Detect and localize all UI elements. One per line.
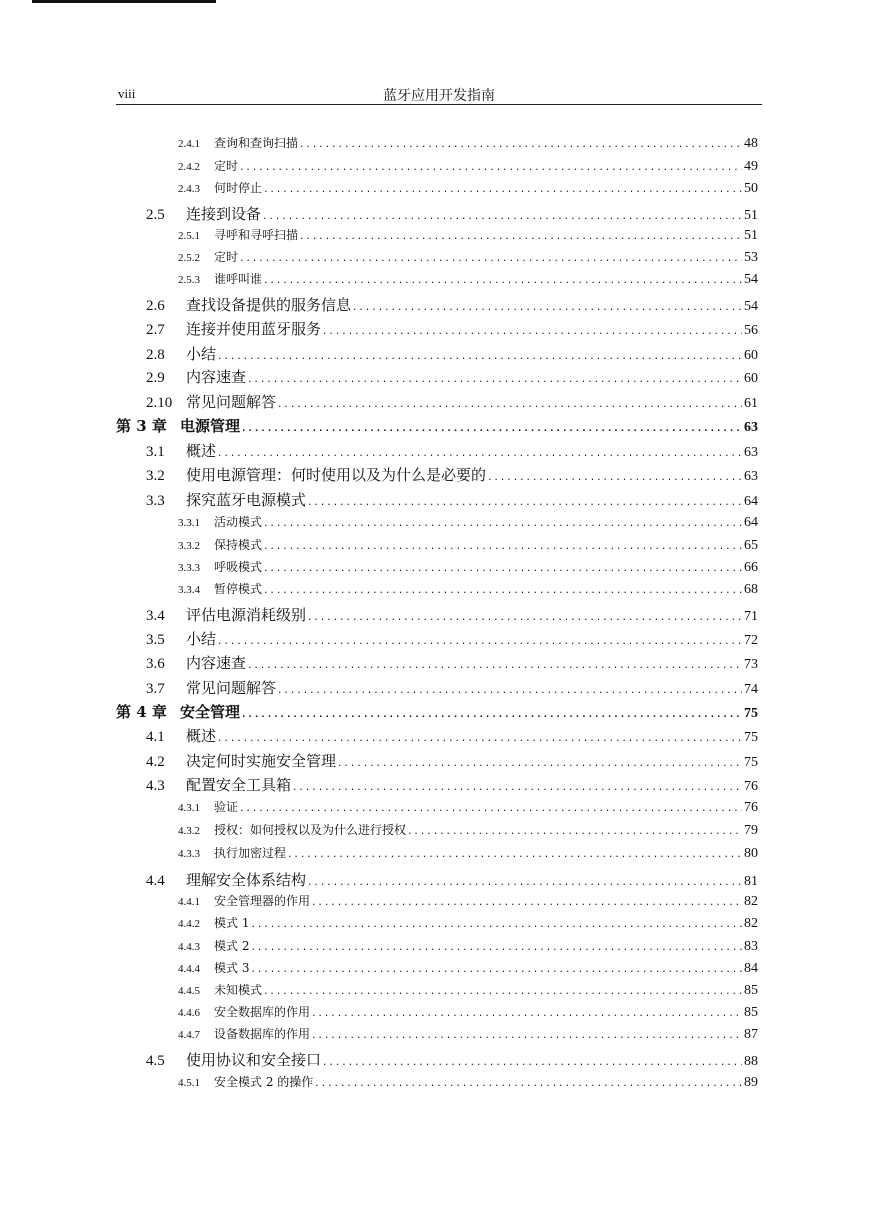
toc-entry-page: 85 xyxy=(744,1005,758,1020)
toc-entry-page: 74 xyxy=(744,682,758,697)
dot-leader xyxy=(292,784,742,793)
toc-entry-number: 4.4.1 xyxy=(178,896,200,908)
dot-leader xyxy=(217,735,742,744)
toc-entry-page: 82 xyxy=(744,916,758,931)
toc-entry-page: 53 xyxy=(744,250,758,265)
toc-entry-title: 概述 xyxy=(186,727,217,745)
toc-entry-page: 73 xyxy=(744,657,758,672)
toc-entry-number: 2.5.2 xyxy=(178,252,200,264)
dot-leader xyxy=(263,543,742,552)
toc-entry-title: 小结 xyxy=(186,630,217,648)
dot-leader xyxy=(322,328,742,337)
toc-entry-number: 3.2 xyxy=(146,468,165,484)
toc-entry-title: 常见问题解答 xyxy=(186,393,277,411)
toc-subsection-entry xyxy=(178,821,758,839)
toc-subsection-entry xyxy=(178,1073,758,1091)
toc-entry-title: 连接到设备 xyxy=(186,205,262,223)
toc-entry-number: 4.5.1 xyxy=(178,1077,200,1089)
toc-entry-title: 配置安全工具箱 xyxy=(186,776,292,794)
dot-leader xyxy=(262,213,742,222)
toc-subsection-entry xyxy=(178,937,758,955)
toc-subsection-entry xyxy=(178,844,758,862)
toc-entry-page: 84 xyxy=(744,961,758,976)
toc-entry-number: 4.3.1 xyxy=(178,802,200,814)
toc-section-entry xyxy=(146,294,758,315)
toc-subsection-entry xyxy=(178,981,758,999)
dot-leader xyxy=(263,520,742,529)
dot-leader xyxy=(247,662,742,671)
toc-section-entry xyxy=(146,343,758,364)
toc-entry-title: 查找设备提供的服务信息 xyxy=(186,296,352,314)
toc-entry-number: 2.4.2 xyxy=(178,161,200,173)
toc-entry-page: 76 xyxy=(744,800,758,815)
toc-entry-page: 71 xyxy=(744,609,758,624)
dot-leader xyxy=(217,353,742,362)
dot-leader xyxy=(307,499,742,508)
toc-entry-page: 66 xyxy=(744,560,758,575)
toc-entry-page: 88 xyxy=(744,1054,758,1069)
toc-entry-page: 65 xyxy=(744,538,758,553)
toc-entry-page: 68 xyxy=(744,582,758,597)
dot-leader xyxy=(337,760,742,769)
dot-leader xyxy=(241,711,742,720)
toc-entry-number: 2.8 xyxy=(146,347,165,363)
toc-entry-number: 4.2 xyxy=(146,754,165,770)
toc-entry-page: 89 xyxy=(744,1075,758,1090)
toc-subsection-entry xyxy=(178,892,758,910)
toc-entry-number: 4.3 xyxy=(146,778,165,794)
toc-entry-page: 75 xyxy=(744,706,758,721)
dot-leader xyxy=(311,899,742,908)
dot-leader xyxy=(239,164,742,173)
toc-entry-number: 2.4.1 xyxy=(178,138,200,150)
toc-entry-title: 使用协议和安全接口 xyxy=(186,1051,322,1069)
toc-entry-number: 2.4.3 xyxy=(178,183,200,195)
dot-leader xyxy=(239,255,742,264)
toc-entry-title: 安全数据库的作用 xyxy=(214,1005,311,1019)
toc-entry-page: 75 xyxy=(744,730,758,745)
toc-entry-title: 电源管理 xyxy=(180,417,241,435)
toc-subsection-entry xyxy=(178,914,758,932)
toc-entry-number: 4.4.4 xyxy=(178,963,200,975)
toc-entry-number: 3.6 xyxy=(146,656,165,672)
toc-entry-title: 谁呼叫谁 xyxy=(214,272,263,286)
toc-entry-number: 4.4.5 xyxy=(178,985,200,997)
toc-entry-page: 83 xyxy=(744,939,758,954)
toc-entry-title: 寻呼和寻呼扫描 xyxy=(214,228,299,242)
dot-leader xyxy=(352,304,742,313)
toc-section-entry xyxy=(146,464,758,485)
toc-entry-title: 小结 xyxy=(186,345,217,363)
toc-entry-page: 60 xyxy=(744,371,758,386)
toc-entry-title: 执行加密过程 xyxy=(214,846,287,860)
toc-section-entry xyxy=(146,628,758,649)
toc-entry-page: 50 xyxy=(744,181,758,196)
toc-entry-number: 3.3.3 xyxy=(178,562,200,574)
dot-leader xyxy=(311,1010,742,1019)
toc-section-entry xyxy=(146,203,758,224)
dot-leader xyxy=(487,474,742,483)
toc-entry-number: 4.4 xyxy=(146,873,165,889)
toc-entry-number: 4.4.3 xyxy=(178,941,200,953)
toc-entry-number: 2.9 xyxy=(146,370,165,386)
toc-section-entry xyxy=(146,750,758,771)
toc-subsection-entry xyxy=(178,270,758,288)
toc-entry-title: 未知模式 xyxy=(214,983,263,997)
toc-entry-page: 82 xyxy=(744,894,758,909)
toc-entry-number: 2.5.3 xyxy=(178,274,200,286)
toc-entry-page: 76 xyxy=(744,779,758,794)
toc-entry-title: 常见问题解答 xyxy=(186,679,277,697)
toc-chapter-entry xyxy=(116,701,758,722)
toc-entry-title: 安全模式 2 的操作 xyxy=(214,1075,314,1089)
toc-entry-title: 安全管理 xyxy=(180,703,241,721)
dot-leader xyxy=(217,450,742,459)
toc-entry-page: 81 xyxy=(744,874,758,889)
toc-entry-number: 3.3.1 xyxy=(178,517,200,529)
toc-entry-number: 3.3 xyxy=(146,493,165,509)
toc-entry-title: 内容速查 xyxy=(186,368,247,386)
dot-leader xyxy=(250,966,742,975)
dot-leader xyxy=(277,401,742,410)
toc-entry-title: 验证 xyxy=(214,800,239,814)
toc-entry-number: 3.3.2 xyxy=(178,540,200,552)
toc-entry-title: 暂停模式 xyxy=(214,582,263,596)
toc-entry-page: 63 xyxy=(744,420,758,435)
dot-leader xyxy=(287,851,742,860)
toc-entry-number: 2.6 xyxy=(146,298,165,314)
toc-entry-page: 79 xyxy=(744,823,758,838)
toc-section-entry xyxy=(146,440,758,461)
dot-leader xyxy=(307,614,742,623)
toc-chapter-entry xyxy=(116,415,758,436)
dot-leader xyxy=(263,565,742,574)
toc-section-entry xyxy=(146,489,758,510)
toc-entry-title: 定时 xyxy=(214,159,239,173)
toc-entry-title: 活动模式 xyxy=(214,515,263,529)
dot-leader xyxy=(239,805,742,814)
toc-subsection-entry xyxy=(178,798,758,816)
toc-subsection-entry xyxy=(178,1003,758,1021)
toc-entry-title: 模式 2 xyxy=(214,939,250,953)
dot-leader xyxy=(217,638,742,647)
toc-entry-number: 4.3.2 xyxy=(178,825,200,837)
toc-section-entry xyxy=(146,869,758,890)
toc-entry-number: 4.4.2 xyxy=(178,918,200,930)
toc-entry-title: 何时停止 xyxy=(214,181,263,195)
toc-entry-title: 使用电源管理：何时使用以及为什么是必要的 xyxy=(186,466,487,484)
dot-leader xyxy=(250,944,742,953)
toc-subsection-entry xyxy=(178,179,758,197)
dot-leader xyxy=(299,233,742,242)
toc-subsection-entry xyxy=(178,513,758,531)
toc-entry-title: 决定何时实施安全管理 xyxy=(186,752,337,770)
toc-entry-title: 模式 1 xyxy=(214,916,250,930)
toc-entry-number: 2.7 xyxy=(146,322,165,338)
dot-leader xyxy=(263,277,742,286)
toc-entry-page: 80 xyxy=(744,846,758,861)
toc-entry-number: 2.10 xyxy=(146,395,173,411)
toc-entry-title: 保持模式 xyxy=(214,538,263,552)
dot-leader xyxy=(250,921,742,930)
dot-leader xyxy=(263,587,742,596)
toc-entry-number: 3.4 xyxy=(146,608,165,624)
toc-section-entry xyxy=(146,318,758,339)
toc-entry-title: 评估电源消耗级别 xyxy=(186,606,307,624)
toc-entry-page: 54 xyxy=(744,299,758,314)
toc-entry-number: 3.3.4 xyxy=(178,584,200,596)
toc-section-entry xyxy=(146,677,758,698)
toc-section-entry xyxy=(146,391,758,412)
toc-section-entry xyxy=(146,1049,758,1070)
toc-entry-number: 3.1 xyxy=(146,444,165,460)
toc-entry-number: 4.4.6 xyxy=(178,1007,200,1019)
dot-leader xyxy=(299,141,742,150)
dot-leader xyxy=(263,186,742,195)
toc-entry-page: 51 xyxy=(744,208,758,223)
toc-entry-title: 设备数据库的作用 xyxy=(214,1027,311,1041)
toc-subsection-entry xyxy=(178,157,758,175)
toc-subsection-entry xyxy=(178,959,758,977)
dot-leader xyxy=(247,376,742,385)
toc-section-entry xyxy=(146,652,758,673)
dot-leader xyxy=(277,687,742,696)
toc-entry-page: 56 xyxy=(744,323,758,338)
dot-leader xyxy=(322,1059,742,1068)
book-title: 蓝牙应用开发指南 xyxy=(383,88,495,104)
toc-entry-title: 模式 3 xyxy=(214,961,250,975)
toc-subsection-entry xyxy=(178,226,758,244)
toc-section-entry xyxy=(146,366,758,387)
toc-entry-title: 概述 xyxy=(186,442,217,460)
toc-entry-number: 2.5 xyxy=(146,207,165,223)
toc-subsection-entry xyxy=(178,248,758,266)
toc-subsection-entry xyxy=(178,558,758,576)
toc-section-entry xyxy=(146,604,758,625)
dot-leader xyxy=(407,828,742,837)
dot-leader xyxy=(314,1080,742,1089)
toc-entry-title: 授权：如何授权以及为什么进行授权 xyxy=(214,823,407,837)
toc-entry-title: 查询和查询扫描 xyxy=(214,136,299,150)
toc-entry-page: 51 xyxy=(744,228,758,243)
toc-section-entry xyxy=(146,725,758,746)
toc-entry-number: 4.3.3 xyxy=(178,848,200,860)
toc-entry-number: 4.5 xyxy=(146,1053,165,1069)
toc-entry-page: 63 xyxy=(744,469,758,484)
toc-subsection-entry xyxy=(178,536,758,554)
toc-entry-page: 72 xyxy=(744,633,758,648)
toc-entry-page: 63 xyxy=(744,445,758,460)
toc-entry-number: 3.7 xyxy=(146,681,165,697)
toc-subsection-entry xyxy=(178,134,758,152)
toc-entry-number: 第 4 章 xyxy=(116,703,167,721)
toc-entry-page: 64 xyxy=(744,494,758,509)
dot-leader xyxy=(307,879,742,888)
dot-leader xyxy=(311,1032,742,1041)
toc-entry-title: 安全管理器的作用 xyxy=(214,894,311,908)
toc-entry-page: 61 xyxy=(744,396,758,411)
toc-section-entry xyxy=(146,774,758,795)
toc-entry-page: 64 xyxy=(744,515,758,530)
dot-leader xyxy=(241,425,742,434)
page-number: viii xyxy=(118,86,136,101)
toc-entry-page: 75 xyxy=(744,755,758,770)
toc-entry-page: 49 xyxy=(744,159,758,174)
toc-entry-page: 54 xyxy=(744,272,758,287)
toc-entry-title: 探究蓝牙电源模式 xyxy=(186,491,307,509)
toc-entry-page: 87 xyxy=(744,1027,758,1042)
toc-entry-title: 内容速查 xyxy=(186,654,247,672)
toc-entry-title: 理解安全体系结构 xyxy=(186,871,307,889)
toc-entry-number: 4.4.7 xyxy=(178,1029,200,1041)
toc-entry-number: 2.5.1 xyxy=(178,230,200,242)
toc-subsection-entry xyxy=(178,1025,758,1043)
toc-entry-page: 85 xyxy=(744,983,758,998)
toc-entry-title: 连接并使用蓝牙服务 xyxy=(186,320,322,338)
toc-entry-title: 呼吸模式 xyxy=(214,560,263,574)
toc-entry-page: 60 xyxy=(744,348,758,363)
toc-entry-number: 第 3 章 xyxy=(116,417,167,435)
dot-leader xyxy=(263,988,742,997)
toc-entry-page: 48 xyxy=(744,136,758,151)
toc-entry-title: 定时 xyxy=(214,250,239,264)
toc-entry-number: 3.5 xyxy=(146,632,165,648)
toc-entry-number: 4.1 xyxy=(146,729,165,745)
toc-subsection-entry xyxy=(178,580,758,598)
